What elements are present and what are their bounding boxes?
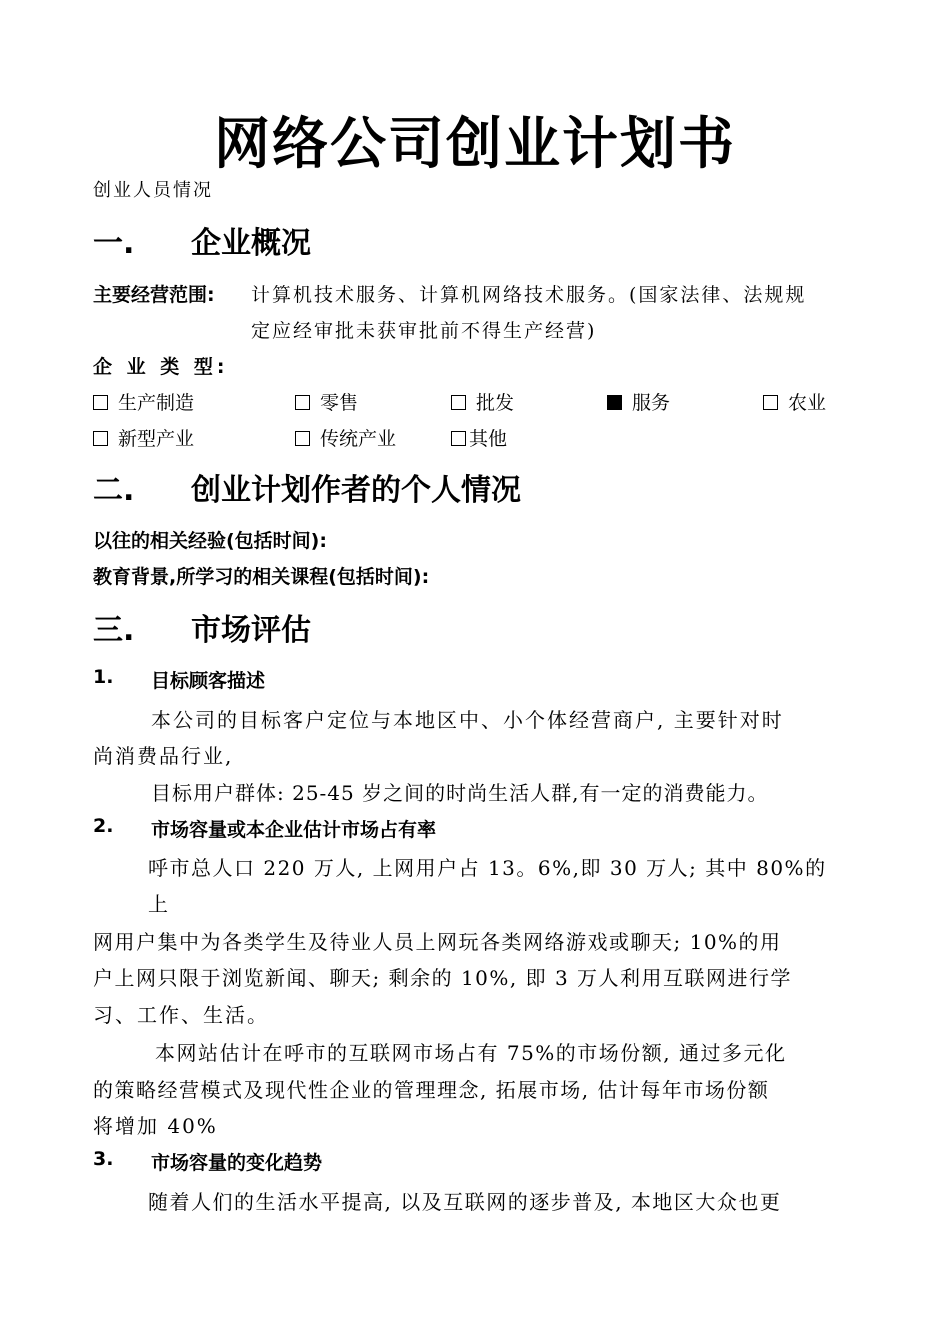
checkbox-item[interactable] xyxy=(295,388,358,415)
subsection-heading-2 xyxy=(93,815,693,843)
checkbox-item[interactable] xyxy=(93,388,194,415)
education-label: 教育背景,所学习的相关课程(包括时间): xyxy=(93,566,430,588)
checkbox-item[interactable] xyxy=(763,388,826,415)
checkbox-unchecked-icon xyxy=(763,395,778,410)
subsection-heading-1 xyxy=(93,666,693,694)
paragraph-line: 户上网只限于浏览新闻、聊天; 剩余的 10%, 即 3 万人利用互联网进行学 xyxy=(93,966,793,990)
checkbox-unchecked-icon xyxy=(451,431,466,446)
subsection-number: 3. xyxy=(93,1148,114,1170)
checkbox-item[interactable] xyxy=(93,424,194,451)
experience-label: 以往的相关经验(包括时间): xyxy=(93,530,327,552)
checkbox-label: 新型产业 xyxy=(118,428,195,450)
section-title: 创业计划作者的个人情况 xyxy=(191,473,521,508)
section-number: 二. xyxy=(93,473,135,508)
checkbox-item[interactable] xyxy=(295,424,396,451)
paragraph-line: 的策略经营模式及现代性企业的管理理念, 拓展市场, 估计每年市场份额 xyxy=(93,1078,770,1102)
paragraph-line: 本网站估计在呼市的互联网市场占有 75%的市场份额, 通过多元化 xyxy=(155,1041,787,1065)
subsection-title: 目标顾客描述 xyxy=(151,670,266,692)
checkbox-label: 服务 xyxy=(632,392,671,414)
scope-label: 主要经营范围: xyxy=(93,284,215,306)
checkbox-unchecked-icon xyxy=(295,395,310,410)
paragraph-line: 上 xyxy=(148,892,170,916)
checkbox-label: 零售 xyxy=(320,392,359,414)
checkbox-item[interactable] xyxy=(607,388,670,415)
paragraph-line: 将增加 40% xyxy=(93,1114,218,1138)
checkbox-item[interactable] xyxy=(451,388,514,415)
scope-line-2: 定应经审批未获审批前不得生产经营) xyxy=(251,320,597,342)
subsection-title: 市场容量的变化趋势 xyxy=(151,1152,323,1174)
section-heading-2 xyxy=(93,465,793,508)
section-number: 一. xyxy=(93,226,135,261)
scope-line-1: 计算机技术服务、计算机网络技术服务。(国家法律、法规规 xyxy=(251,284,807,306)
subsection-number: 1. xyxy=(93,666,114,688)
document-title: 网络公司创业计划书 xyxy=(214,112,736,177)
paragraph-line: 网用户集中为各类学生及待业人员上网玩各类网络游戏或聊天; 10%的用 xyxy=(93,930,782,954)
section-title: 市场评估 xyxy=(191,613,311,648)
document-subtitle: 创业人员情况 xyxy=(93,180,213,201)
checkbox-unchecked-icon xyxy=(295,431,310,446)
checkbox-label: 其他 xyxy=(469,428,508,450)
checkbox-unchecked-icon xyxy=(451,395,466,410)
paragraph-line: 呼市总人口 220 万人, 上网用户占 13。6%,即 30 万人; 其中 80%的 xyxy=(148,856,827,880)
section-heading-3 xyxy=(93,605,693,648)
paragraph-line: 随着人们的生活水平提高, 以及互联网的逐步普及, 本地区大众也更 xyxy=(148,1190,782,1214)
checkbox-item[interactable] xyxy=(451,424,507,451)
checkbox-unchecked-icon xyxy=(93,395,108,410)
checkbox-checked-icon xyxy=(607,395,622,410)
paragraph-line: 习、工作、生活。 xyxy=(93,1003,269,1027)
subsection-title: 市场容量或本企业估计市场占有率 xyxy=(151,819,437,841)
checkbox-label: 农业 xyxy=(788,392,827,414)
paragraph-line: 尚消费品行业, xyxy=(93,744,234,768)
business-type-label: 企 业 类 型: xyxy=(93,356,229,378)
section-title: 企业概况 xyxy=(191,226,311,261)
paragraph-line: 目标用户群体: 25-45 岁之间的时尚生活人群,有一定的消费能力。 xyxy=(151,781,769,805)
checkbox-label: 批发 xyxy=(476,392,515,414)
section-heading-1 xyxy=(93,218,693,261)
subsection-number: 2. xyxy=(93,815,114,837)
checkbox-label: 传统产业 xyxy=(320,428,397,450)
paragraph-line: 本公司的目标客户定位与本地区中、小个体经营商户, 主要针对时 xyxy=(151,708,784,732)
checkbox-label: 生产制造 xyxy=(118,392,195,414)
checkbox-unchecked-icon xyxy=(93,431,108,446)
section-number: 三. xyxy=(93,613,135,648)
subsection-heading-3 xyxy=(93,1148,693,1176)
